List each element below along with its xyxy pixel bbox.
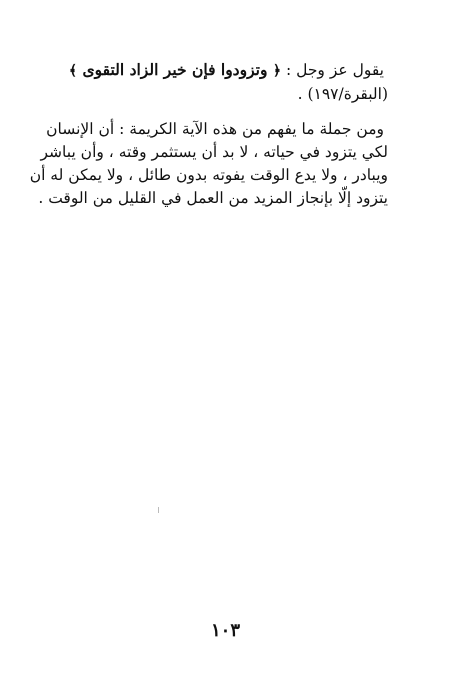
commentary-line-2: لكي يتزود في حياته ، لا بد أن يستثمر وقته ، وأن يباشر [40,143,388,161]
ornate-bracket-close: ﴾ [68,63,78,79]
ornate-bracket-open: ﴿ [272,63,282,79]
scan-speck [158,507,159,513]
paragraph-commentary [29,118,388,210]
commentary-line-1: ومن جملة ما يفهم من هذه الآية الكريمة : أن الإنسان [46,120,384,138]
paragraph-quran-verse [70,58,388,106]
quran-verse: وتزودوا فإن خير الزاد التقوى [77,60,273,79]
page-number: ١٠٣ [210,620,240,641]
commentary-line-4: يتزود إلّا بإنجاز المزيد من العمل في القليل من الوقت . [38,189,388,207]
verse-reference: (البقرة/١٩٧) . [297,85,388,103]
commentary-line-3: ويبادر ، ولا يدع الوقت يفوته بدون طائل ، ولا يمكن له أن [29,166,388,184]
verse-intro: يقول عز وجل : [281,61,384,79]
verse-line [70,58,388,83]
